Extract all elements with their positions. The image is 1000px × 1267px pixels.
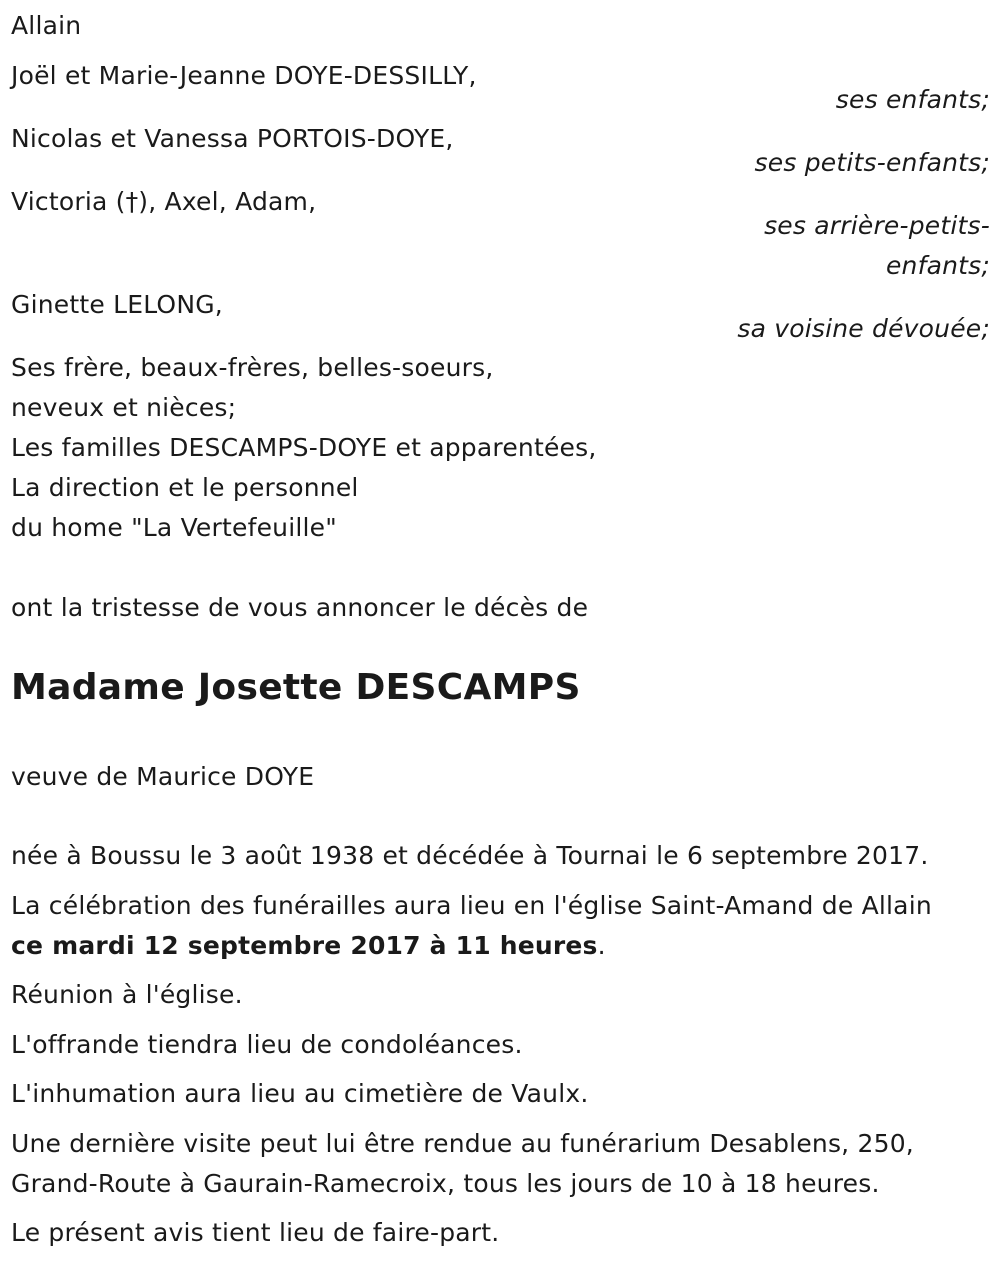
note-reunion: Réunion à l'église. [11, 980, 243, 1009]
others-line: La direction et le personnel [11, 473, 359, 502]
note-closing: Le présent avis tient lieu de faire-part. [11, 1218, 500, 1247]
note-offering: L'offrande tiendra lieu de condoléances. [11, 1030, 523, 1059]
others-line: Les familles DESCAMPS-DOYE et apparentées, [11, 433, 597, 462]
ceremony-datetime: ce mardi 12 septembre 2017 à 11 heures [11, 931, 598, 960]
family-names-neighbor: Ginette LELONG, [11, 290, 223, 319]
announcement: ont la tristesse de vous annoncer le décès de [11, 593, 589, 622]
family-role-great-grandchildren-line1: ses arrière-petits- [764, 211, 990, 240]
family-names-grandchildren: Nicolas et Vanessa PORTOIS-DOYE, [11, 124, 454, 153]
family-names-children: Joël et Marie-Jeanne DOYE-DESSILLY, [11, 61, 477, 90]
note-visit-line2: Grand-Route à Gaurain-Ramecroix, tous les jours de 10 à 18 heures. [11, 1169, 880, 1198]
ceremony-intro: La célébration des funérailles aura lieu en l'église Saint-Amand de Allain [11, 891, 932, 920]
others-line: du home "La Vertefeuille" [11, 513, 337, 542]
birth-death: née à Boussu le 3 août 1938 et décédée à Tournai le 6 septembre 2017. [11, 841, 929, 870]
deceased-name: Madame Josette DESCAMPS [11, 667, 581, 708]
others-line: neveux et nièces; [11, 393, 237, 422]
family-role-grandchildren: ses petits-enfants; [754, 148, 990, 177]
locality: Allain [11, 11, 82, 40]
family-role-neighbor: sa voisine dévouée; [737, 314, 990, 343]
ceremony-datetime-line [11, 933, 606, 958]
deceased-spouse: veuve de Maurice DOYE [11, 762, 315, 791]
note-visit-line1: Une dernière visite peut lui être rendue au funérarium Desablens, 250, [11, 1129, 914, 1158]
ceremony-period: . [597, 931, 606, 960]
family-names-great-grandchildren: Victoria (†), Axel, Adam, [11, 187, 317, 216]
family-role-children: ses enfants; [835, 85, 990, 114]
others-line: Ses frère, beaux-frères, belles-soeurs, [11, 353, 494, 382]
note-burial: L'inhumation aura lieu au cimetière de Vaulx. [11, 1079, 589, 1108]
family-role-great-grandchildren-line2: enfants; [885, 251, 990, 280]
